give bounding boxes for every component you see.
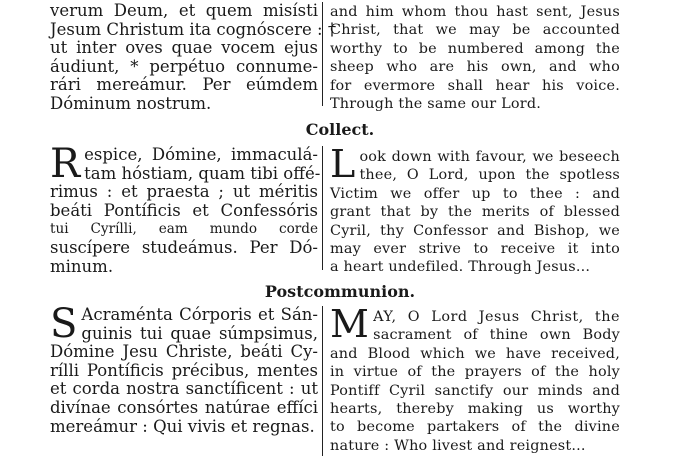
- collect-english-line-4: grant that by the merits of blessed: [330, 204, 620, 221]
- postcommunion-latin-text: [50, 301, 318, 436]
- top-latin-line-6: Dóminum nostrum.: [50, 93, 212, 113]
- column-divider-postcommunion: [322, 306, 323, 456]
- postcommunion-english-line-6: hearts, thereby making us worthy: [330, 401, 620, 418]
- top-english-text: [330, 3, 620, 113]
- postcommunion-latin-line-6: divínae consórtes natúrae effíci: [50, 397, 318, 417]
- collect-english-line-7: a heart undefiled. Through Jesus...: [330, 259, 591, 276]
- collect-english-line-2: thee, O Lord, upon the spotless: [359, 167, 620, 184]
- collect-latin-line-4: beáti Pontíficis et Confessóris: [50, 200, 318, 220]
- postcommunion-latin-line-5: et corda nostra sanctíficent : ut: [50, 379, 318, 399]
- postcommunion-english-line-4: in virtue of the prayers of the holy: [330, 364, 620, 381]
- collect-latin-line-7: minum.: [50, 256, 114, 276]
- top-latin-line-2: Jesum Christum ita cognóscere : †: [50, 19, 337, 39]
- collect-english-text: [330, 142, 620, 277]
- postcommunion-latin-line-2: guinis tui quae súmpsimus,: [81, 323, 318, 343]
- collect-latin-line-5: tui Cyrílli, eam mundo corde: [50, 221, 318, 238]
- top-latin-text: [50, 1, 337, 114]
- postcommunion-english-line-2: sacrament of thine own Body: [373, 327, 620, 344]
- postcommunion-english-line-1: AY, O Lord Jesus Christ, the: [373, 309, 620, 325]
- collect-latin-line-1: espice, Dómine, immaculá-: [84, 145, 318, 164]
- postcommunion-latin-line-1: Acraménta Córporis et Sán-: [81, 305, 318, 324]
- collect-latin-text: [50, 141, 321, 276]
- postcommunion-latin-line-7: mereámur : Qui vivis et regnas.: [50, 416, 315, 436]
- collect-latin-line-2: tam hóstiam, quam tibi offé-: [84, 163, 321, 183]
- top-latin-line-1: verum Deum, et quem misísti: [50, 1, 318, 20]
- column-divider-top: [322, 2, 323, 106]
- top-english-line-4: sheep who are his own, and who: [330, 59, 620, 76]
- collect-english-line-5: Cyril, thy Confessor and Bishop, we: [330, 222, 620, 239]
- column-divider-collect: [322, 146, 323, 270]
- collect-latin-line-3: rimus : et praesta ; ut méritis: [50, 182, 318, 202]
- postcommunion-latin-dropcap: S: [50, 301, 78, 347]
- top-english-line-1: and him whom thou hast sent, Jesus: [330, 4, 620, 20]
- collect-english-line-3: Victim we offer up to thee : and: [330, 185, 620, 202]
- top-english-line-5: for evermore shall hear his voice.: [330, 77, 620, 94]
- top-english-line-3: worthy to be numbered among the: [330, 40, 620, 57]
- postcommunion-english-text: [330, 302, 620, 455]
- postcommunion-latin-line-4: rílli Pontíficis précibus, mentes: [50, 360, 318, 380]
- collect-heading: Collect.: [305, 120, 375, 139]
- collect-latin-line-6: suscípere studeámus. Per Dó-: [50, 237, 318, 257]
- postcommunion-english-line-8: nature : Who livest and reignest...: [330, 437, 586, 454]
- top-english-line-6: Through the same our Lord.: [330, 96, 542, 113]
- top-latin-line-4: áudiunt, * perpétuo connume-: [50, 56, 318, 76]
- postcommunion-heading: Postcommunion.: [264, 282, 416, 301]
- postcommunion-english-dropcap: M: [330, 302, 370, 346]
- postcommunion-latin-line-3: Dómine Jesu Christe, beáti Cy-: [50, 342, 318, 362]
- postcommunion-english-line-3: and Blood which we have received,: [330, 345, 620, 362]
- collect-english-dropcap: L: [330, 142, 356, 186]
- top-english-line-2: Christ, that we may be accounted: [330, 22, 620, 39]
- collect-latin-dropcap: R: [50, 141, 81, 187]
- top-latin-line-3: ut inter oves quae vocem ejus: [50, 38, 318, 58]
- collect-english-line-6: may ever strive to receive it into: [330, 241, 620, 258]
- collect-english-line-1: ook down with favour, we beseech: [359, 149, 620, 165]
- postcommunion-english-line-5: Pontiff Cyril sanctify our minds and: [330, 382, 620, 399]
- top-latin-line-5: rári mereámur. Per eúmdem: [50, 75, 318, 95]
- postcommunion-english-line-7: to become partakers of the divine: [330, 419, 620, 436]
